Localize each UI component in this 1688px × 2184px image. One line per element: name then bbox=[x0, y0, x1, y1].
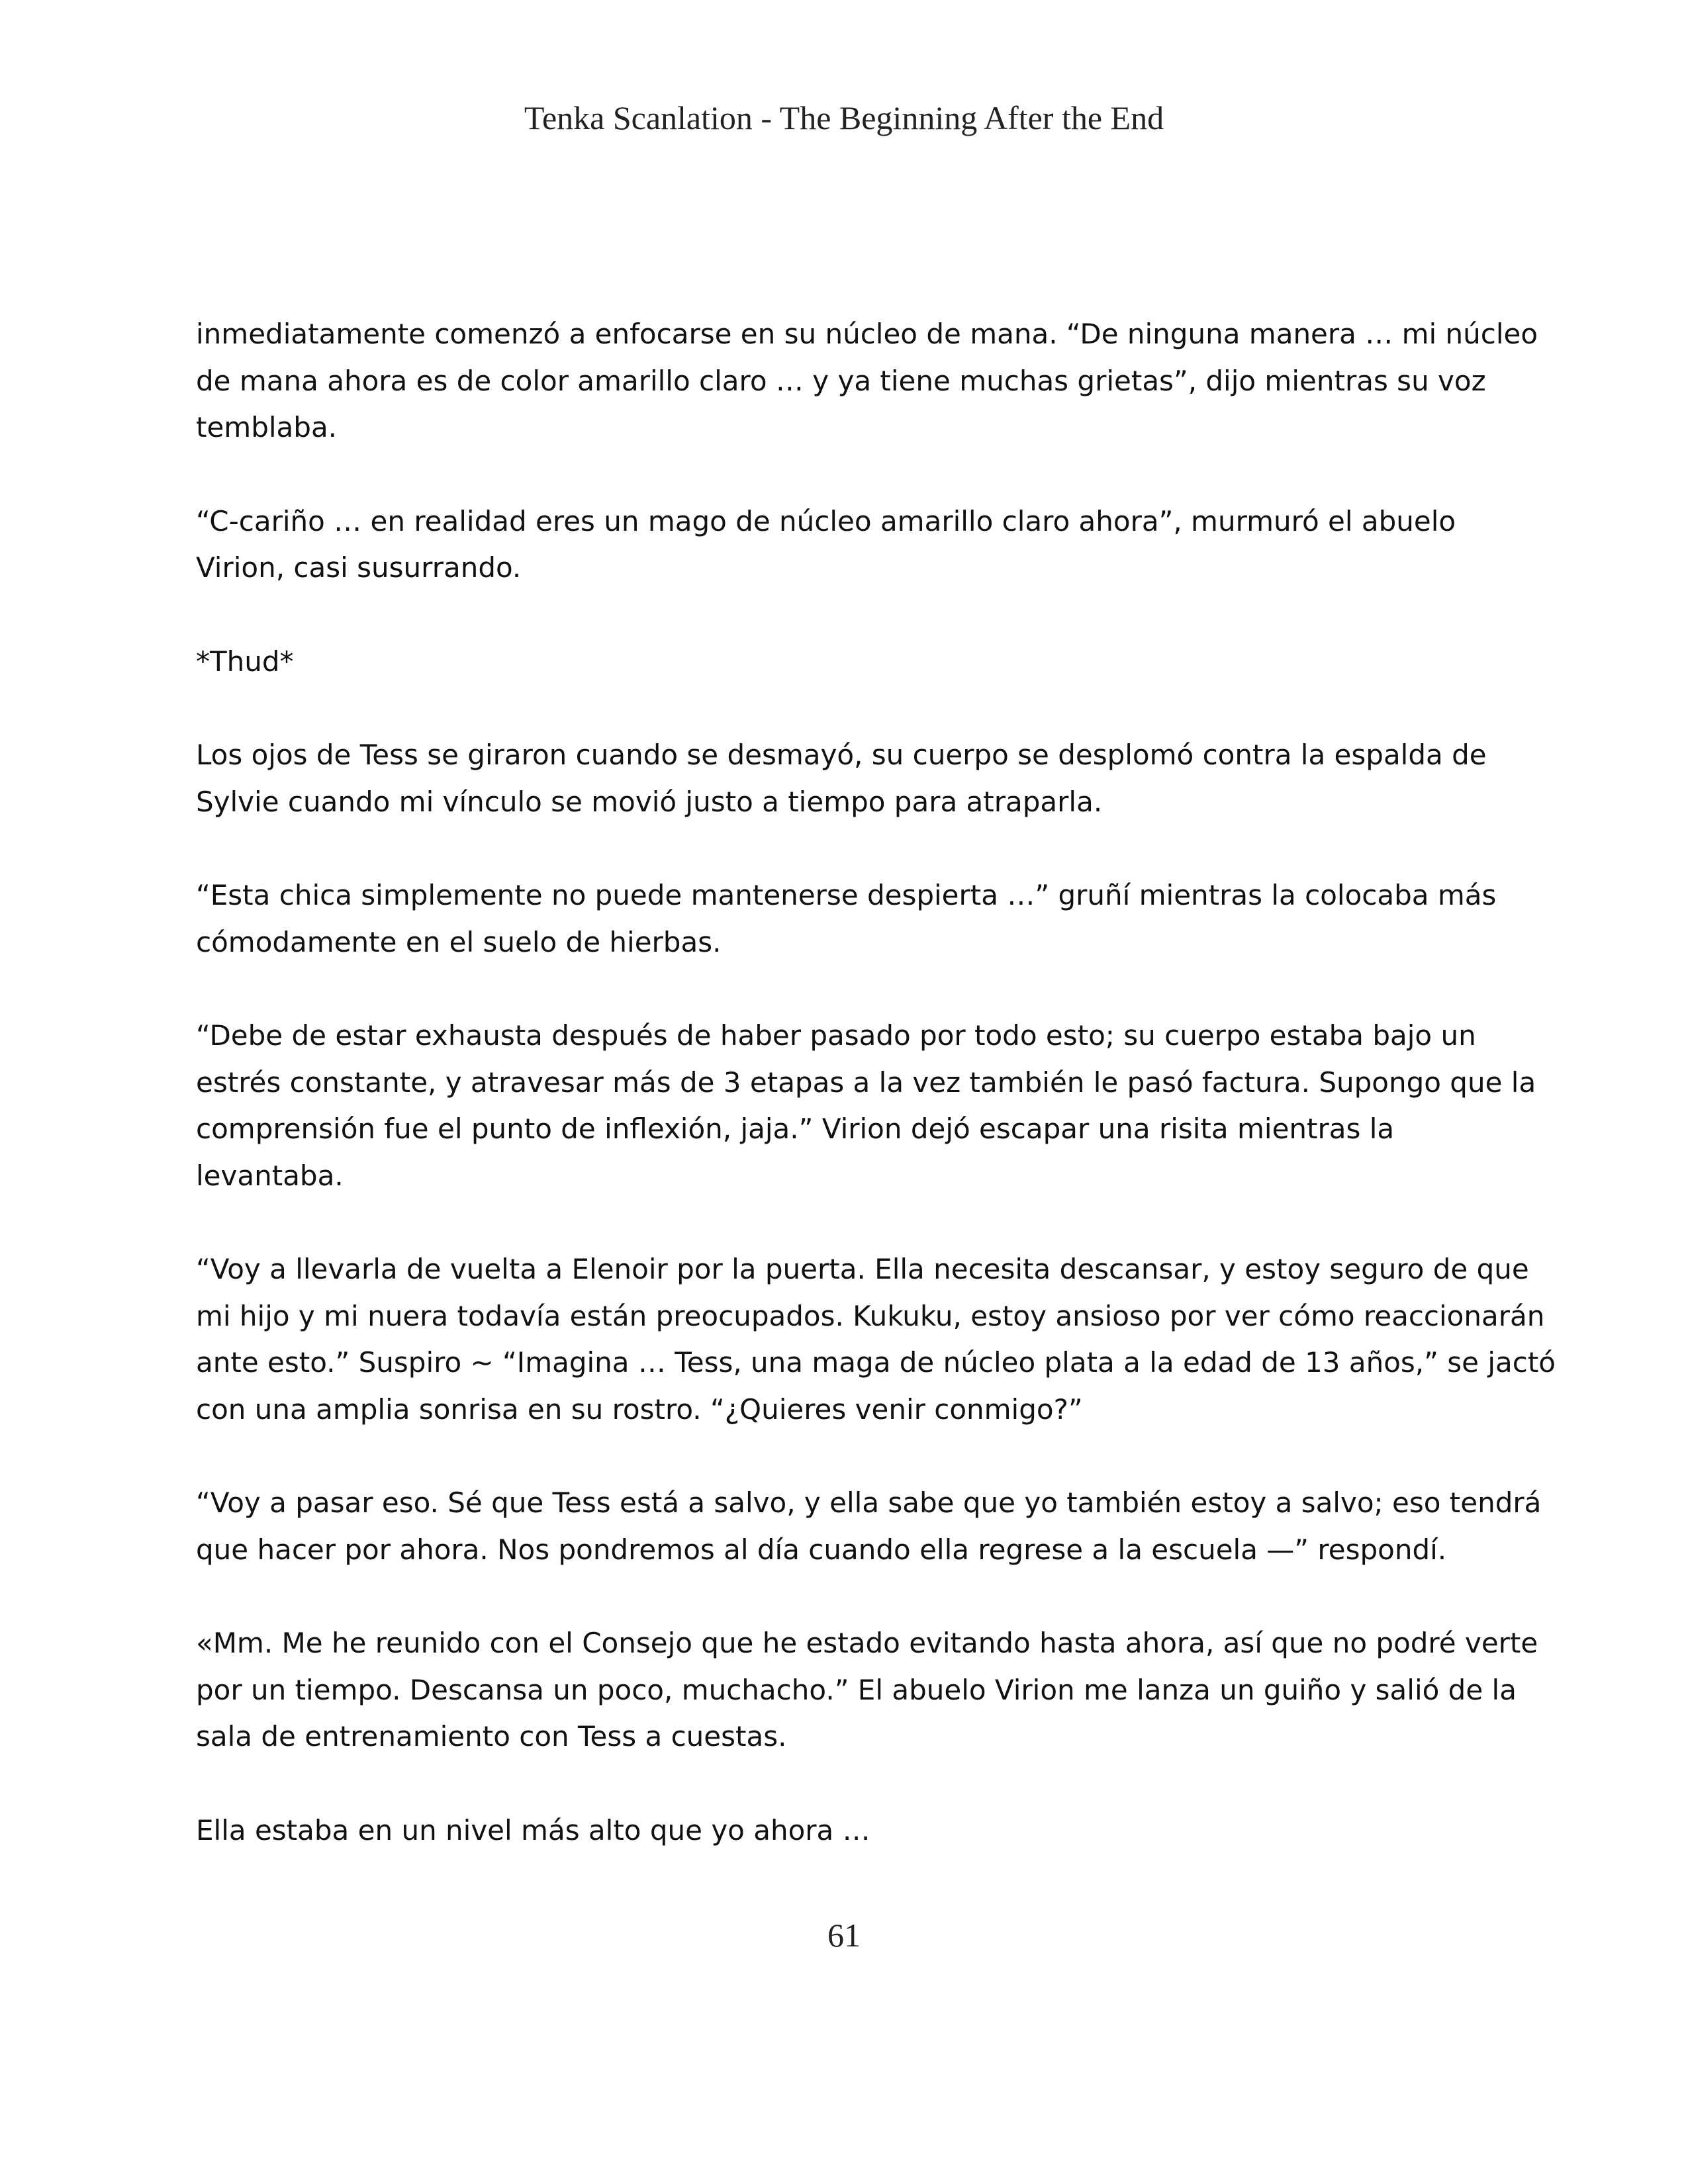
text-line: que hacer por ahora. Nos pondremos al día cuando ella regrese a la escuela —” respondí. bbox=[196, 1533, 1447, 1566]
text-line: “Voy a pasar eso. Sé que Tess está a salvo, y ella sabe que yo también estoy a salvo; eso tendrá bbox=[196, 1486, 1542, 1519]
text-line: cómodamente en el suelo de hierbas. bbox=[196, 925, 722, 958]
text-line: de mana ahora es de color amarillo claro … y ya tiene muchas grietas”, dijo mientras su voz bbox=[196, 364, 1486, 397]
text-line: “Esta chica simplemente no puede mantenerse despierta …” gruñí mientras la colocaba más bbox=[196, 879, 1497, 911]
paragraph bbox=[196, 1246, 1556, 1433]
text-line: levantaba. bbox=[196, 1159, 344, 1192]
text-line: Sylvie cuando mi vínculo se movió justo a tiempo para atraparla. bbox=[196, 785, 1103, 818]
paragraph bbox=[196, 1013, 1536, 1199]
text-line: sala de entrenamiento con Tess a cuestas. bbox=[196, 1720, 787, 1752]
paragraph bbox=[196, 498, 1513, 592]
text-line: por un tiempo. Descansa un poco, muchacho.” El abuelo Virion me lanza un guiño y salió de la bbox=[196, 1673, 1517, 1706]
text-line: estrés constante, y atravesar más de 3 etapas a la vez también le pasó factura. Supongo que la bbox=[196, 1066, 1536, 1099]
text-line: inmediatamente comenzó a enfocarse en su núcleo de mana. “De ninguna manera … mi núcleo bbox=[196, 318, 1538, 350]
paragraph bbox=[196, 732, 1513, 825]
paragraph bbox=[196, 1620, 1538, 1760]
text-line: “Debe de estar exhausta después de haber pasado por todo esto; su cuerpo estaba bajo un bbox=[196, 1019, 1476, 1052]
text-line: con una amplia sonrisa en su rostro. “¿Quieres venir conmigo?” bbox=[196, 1392, 1083, 1426]
text-line: “Voy a llevarla de vuelta a Elenoir por la puerta. Ella necesita descansar, y estoy seguro de que bbox=[196, 1253, 1529, 1285]
text-line: ante esto.” Suspiro ~ “Imagina … Tess, una maga de núcleo plata a la edad de 13 años,” se jactó bbox=[196, 1346, 1556, 1379]
paragraph bbox=[196, 311, 1538, 451]
text-line: «Mm. Me he reunido con el Consejo que he estado evitando hasta ahora, así que no podré verte bbox=[196, 1627, 1538, 1659]
text-line: Virion, casi susurrando. bbox=[196, 551, 522, 584]
page-number: 61 bbox=[827, 1917, 861, 1954]
text-line: “C-cariño … en realidad eres un mago de núcleo amarillo claro ahora”, murmuró el abuelo bbox=[196, 504, 1456, 537]
text-line: temblaba. bbox=[196, 411, 338, 443]
text-line: mi hijo y mi nuera todavía están preocupados. Kukuku, estoy ansioso por ver cómo reaccionarán bbox=[196, 1299, 1545, 1332]
text-line: Ella estaba en un nivel más alto que yo ahora … bbox=[196, 1813, 870, 1846]
paragraph bbox=[196, 639, 1513, 686]
page-header-title: Tenka Scanlation - The Beginning After the End bbox=[524, 99, 1164, 136]
paragraph bbox=[196, 1480, 1542, 1573]
text-line: *Thud* bbox=[196, 645, 294, 678]
text-line: comprensión fue el punto de inflexión, jaja.” Virion dejó escapar una risita mientras la bbox=[196, 1113, 1395, 1145]
chapter-body bbox=[196, 311, 1556, 1854]
text-line: Los ojos de Tess se giraron cuando se desmayó, su cuerpo se desplomó contra la espalda de bbox=[196, 739, 1487, 771]
paragraph bbox=[196, 872, 1513, 966]
paragraph bbox=[196, 1807, 1513, 1854]
